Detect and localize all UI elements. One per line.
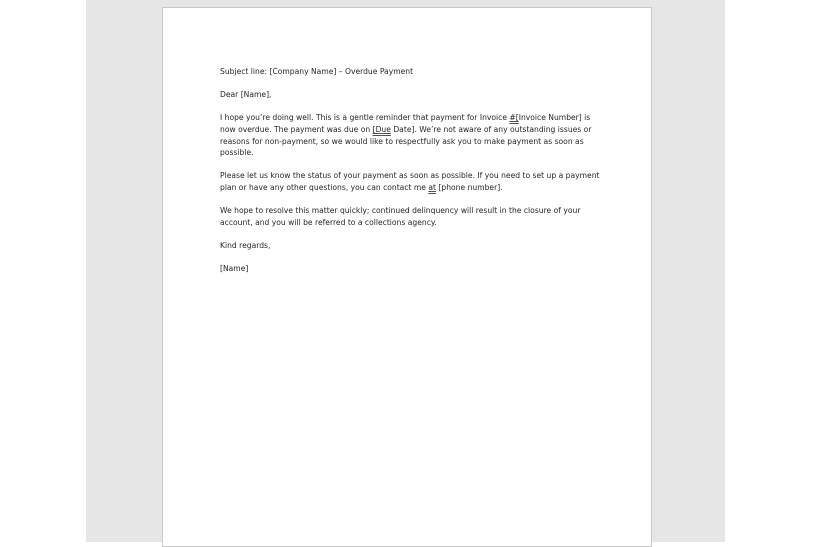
paragraph-reminder-text-3: Date]. We’re not aware of any outstanding issues or reasons for non-payment, so we would like to respectfully ask you to make payment as soon as possible.: [220, 124, 592, 158]
grammar-flag-invoice[interactable]: #[: [509, 113, 519, 123]
grammar-flag-due-date[interactable]: [Due: [372, 124, 391, 134]
closing: Kind regards,: [220, 240, 271, 250]
grammar-flag-at[interactable]: at: [428, 182, 437, 192]
subject-line: Subject line: [Company Name] – Overdue Payment: [220, 67, 414, 76]
letter-body[interactable]: [220, 66, 600, 286]
paragraph-reminder-text-2: Invoice Number] is now overdue. The payment was due on: [220, 113, 591, 134]
document-page[interactable]: [162, 7, 652, 547]
paragraph-reminder-text-1: I hope you’re doing well. This is a gentle reminder that payment for Invoice: [220, 113, 510, 123]
signature: [Name]: [220, 264, 249, 274]
paragraph-resolution: We hope to resolve this matter quickly; continued delinquency will result in the closure of your account, and you will be referred to a collections agency.: [220, 206, 581, 227]
paragraph-status-text-1: Please let us know the status of your payment as soon as possible. If you need to set up a payment plan or have any other questions, you can contact me: [220, 171, 600, 192]
paragraph-reminder: [220, 112, 600, 158]
salutation: Dear [Name],: [220, 90, 272, 100]
paragraph-status: [220, 170, 600, 193]
paragraph-status-text-2: [phone number].: [436, 182, 503, 192]
